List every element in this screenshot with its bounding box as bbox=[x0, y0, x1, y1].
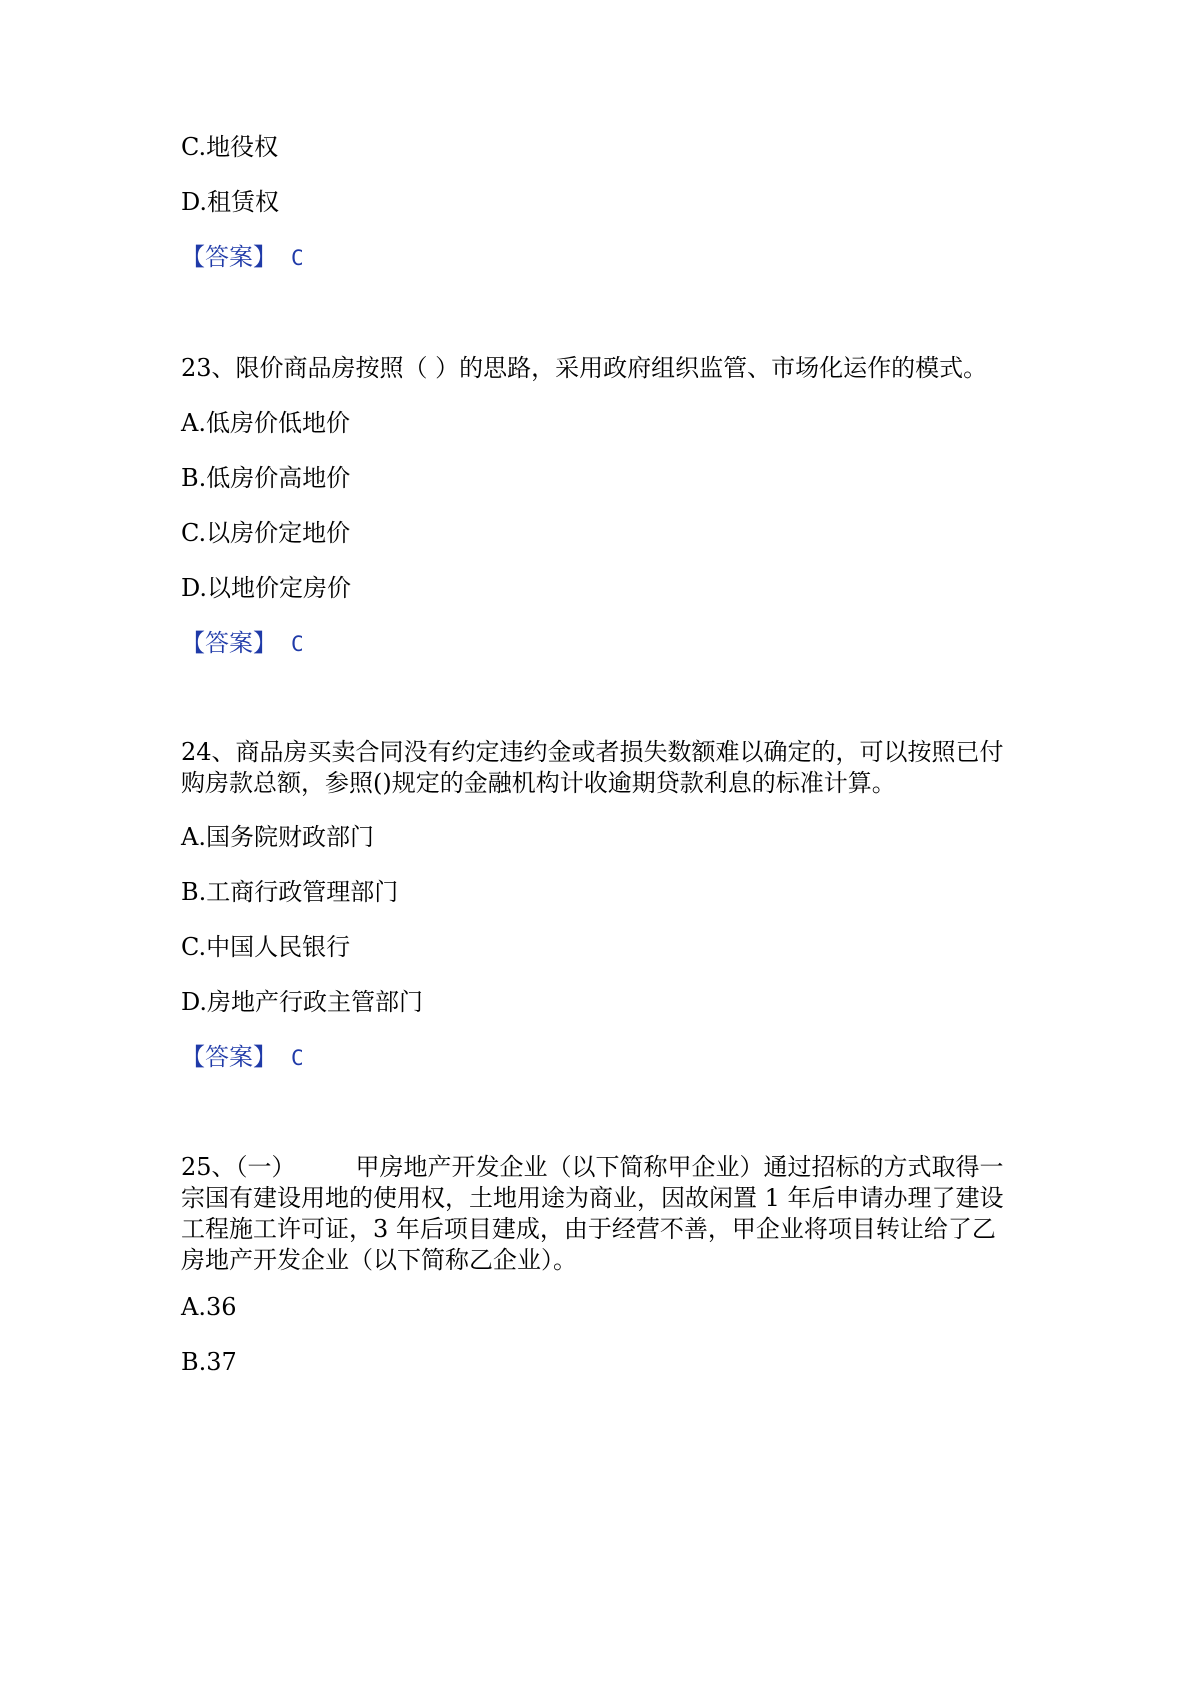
q23-option-c: C.以房价定地价 bbox=[181, 519, 351, 547]
answer-value: C bbox=[291, 1046, 304, 1070]
q25-question-line: 工程施工许可证，3 年后项目建成，由于经营不善，甲企业将项目转让给了乙 bbox=[181, 1215, 996, 1243]
q24-option-a: A.国务院财政部门 bbox=[181, 823, 374, 851]
q25-option-a: A.36 bbox=[181, 1293, 237, 1321]
q23-answer bbox=[181, 628, 1021, 659]
answer-label: 【答案】 bbox=[181, 629, 277, 657]
q25-question bbox=[181, 1152, 1011, 1276]
q24-question-line: 购房款总额，参照()规定的金融机构计收逾期贷款利息的标准计算。 bbox=[181, 769, 896, 797]
q24-option-d: D.房地产行政主管部门 bbox=[181, 988, 424, 1016]
q23-option-a: A.低房价低地价 bbox=[181, 409, 350, 437]
answer-value: C bbox=[291, 246, 304, 270]
q22-answer bbox=[181, 242, 1021, 273]
q25-prefix: 25、（一） bbox=[181, 1153, 296, 1181]
answer-label: 【答案】 bbox=[181, 1043, 277, 1071]
q22-option-c: C.地役权 bbox=[181, 133, 279, 161]
answer-value: C bbox=[291, 632, 304, 656]
q24-answer bbox=[181, 1042, 1021, 1073]
q25-option-b: B.37 bbox=[181, 1348, 237, 1376]
q24-option-b: B.工商行政管理部门 bbox=[181, 878, 399, 906]
q25-question-line: 房地产开发企业（以下简称乙企业）。 bbox=[181, 1246, 577, 1274]
q25-question-line: 宗国有建设用地的使用权，土地用途为商业，因故闲置 1 年后申请办理了建设 bbox=[181, 1184, 1004, 1212]
q24-option-c: C.中国人民银行 bbox=[181, 933, 351, 961]
q22-option-d: D.租赁权 bbox=[181, 188, 280, 216]
q23-question: 23、限价商品房按照（ ）的思路，采用政府组织监管、市场化运作的模式。 bbox=[181, 354, 988, 382]
q24-question-line: 24、商品房买卖合同没有约定违约金或者损失数额难以确定的，可以按照已付 bbox=[181, 738, 1004, 766]
answer-label: 【答案】 bbox=[181, 243, 277, 271]
q25-question-line: 25、（一） 甲房地产开发企业（以下简称甲企业）通过招标的方式取得一 bbox=[181, 1153, 1004, 1181]
q23-option-b: B.低房价高地价 bbox=[181, 464, 351, 492]
q23-option-d: D.以地价定房价 bbox=[181, 574, 352, 602]
q24-question bbox=[181, 737, 1011, 799]
